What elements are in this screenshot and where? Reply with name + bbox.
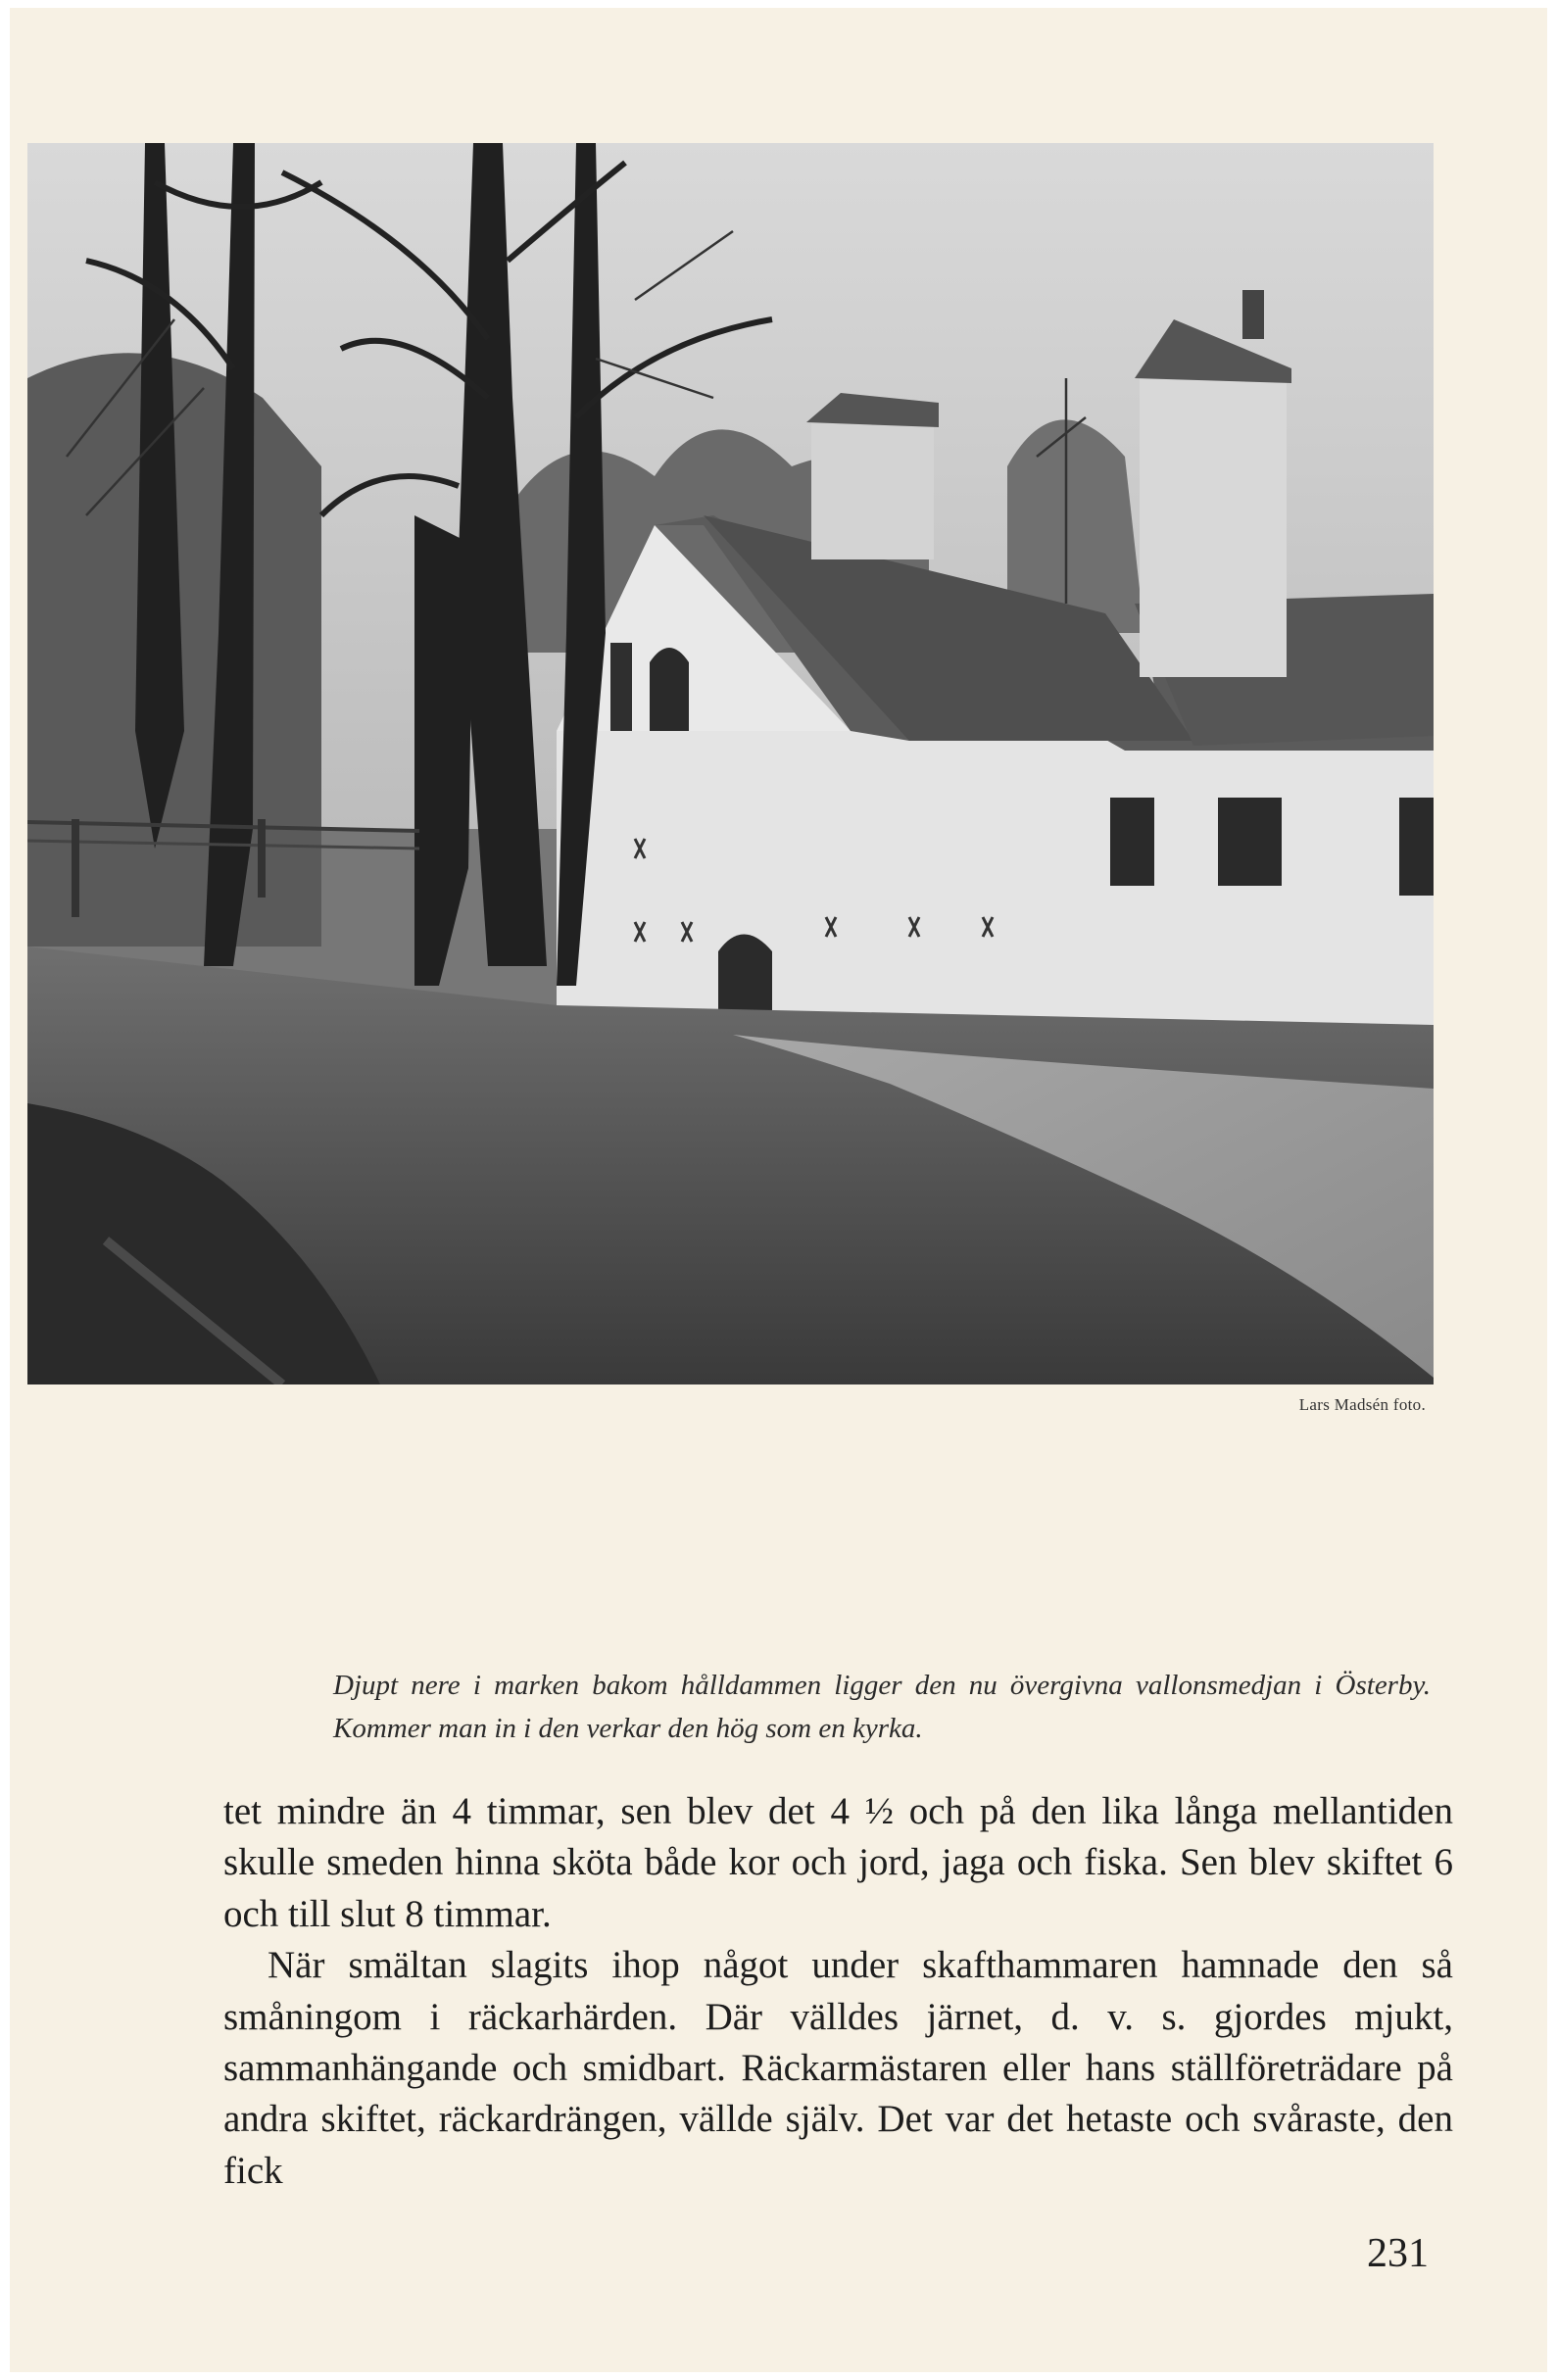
photograph-osterby-smithy <box>27 143 1434 1384</box>
photo-illustration <box>27 143 1434 1384</box>
paragraph: När smältan slagits ihop något under skafthammaren hamnade den så småningom i räckarhärden. Där välldes järnet, d. v. s. gjordes mjukt, sammanhängande och smidbart. Räckarmästaren eller hans ställföreträdare på andra skiftet, räckardrängen, vällde själv. Det var det hetaste och svåraste, den fick <box>223 1944 1453 2192</box>
body-text <box>223 1786 1453 2197</box>
book-page <box>10 8 1547 2372</box>
photo-caption: Djupt nere i marken bakom hålldammen ligger den nu övergivna vallonsmedjan i Österby. Kommer man in i den verkar den hög som en kyrka. <box>333 1670 1431 1744</box>
paragraph: tet mindre än 4 timmar, sen blev det 4 ½ och på den lika långa mellantiden skulle smeden hinna sköta både kor och jord, jaga och fiska. Sen blev skiftet 6 och till slut 8 timmar. <box>223 1790 1453 1935</box>
photo-credit: Lars Madsén foto. <box>1298 1395 1426 1414</box>
page-number: 231 <box>1367 2231 1429 2276</box>
